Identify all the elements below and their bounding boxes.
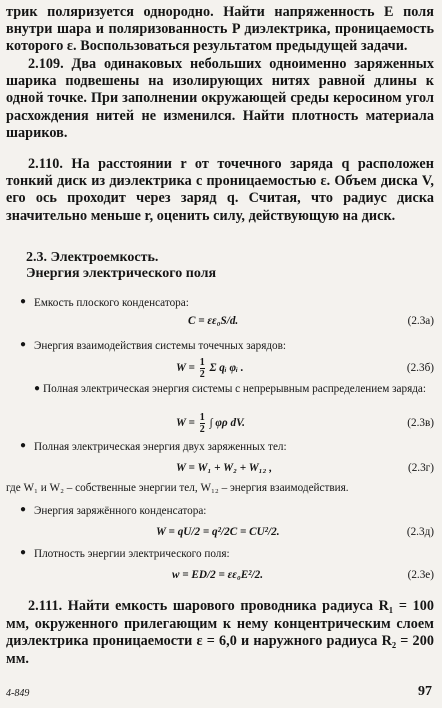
- fraction-half: $\frac{1}{2}$: [199, 357, 205, 380]
- eq-number: (2.3а): [407, 315, 434, 327]
- formula-rhs: Σ qᵢ φᵢ .: [209, 362, 244, 375]
- where-line: где W₁ и W₂ – собственные энергии тел, W₁₂ – энергия взаимодействия.: [6, 482, 349, 494]
- formula-lhs: W =: [176, 417, 195, 430]
- problem-2-109: 2.109. Два одинаковых небольших одноименно заряженных шарика подвешены на изолирующих нитях равной длины к одной точке. При заполнении окружающей среды керосином угол расхождения нитей не изменился. Найти плотность материала шариков.: [6, 56, 434, 141]
- item-text: ● Полная электрическая энергия системы с непрерывным распределением заряда:: [34, 383, 427, 395]
- eq-number: (2.3е): [407, 569, 434, 581]
- problem-2-110: 2.110. На расстоянии r от точечного заряда q расположен тонкий диск из диэлектрика с проницаемостью ε. Объем диска V, его ось проходит через заряд q. Считая, что радиус диска значительно меньше r, оценить силу, действующую на диск.: [6, 156, 434, 224]
- item-text: ● Энергия взаимодействия системы точечных зарядов:: [34, 339, 286, 353]
- section-heading: 2.3. Электроемкость.: [26, 250, 159, 265]
- page-number: 97: [418, 684, 432, 699]
- signature-mark: 4-849: [6, 688, 30, 699]
- item-text: ● Емкость плоского конденсатора:: [34, 296, 189, 310]
- top-paragraph: трик поляризуется однородно. Найти напряженность E поля внутри шара и поляризованность P диэлектрика, проницаемость которого ε. Воспользоваться результатом предыдущей задачи.: [6, 4, 434, 55]
- formula-2-3e: w = ED/2 = εε₀E²/2.: [172, 569, 264, 581]
- problem-2-111: 2.111. Найти емкость шарового проводника радиуса R₁ = 100 мм, окруженного прилегающим к нему концентрическим слоем диэлектрика проницаемости ε = 6,0 и наружного радиуса R₂ = 200 мм.: [6, 598, 434, 667]
- formula-rhs: ∫ φρ dV.: [209, 417, 245, 430]
- item-text: ● Плотность энергии электрического поля:: [34, 547, 230, 561]
- formula-2-3a: C = εε₀S/d.: [188, 315, 239, 327]
- section-subtitle: Энергия электрического поля: [26, 266, 217, 281]
- formula-lhs: W =: [176, 362, 195, 375]
- formula-2-3v: [176, 412, 245, 435]
- item-text: ● Энергия заряжённого конденсатора:: [34, 504, 206, 518]
- fraction-half: $\frac{1}{2}$: [199, 412, 205, 435]
- formula-2-3b: [176, 357, 244, 380]
- eq-number: (2.3б): [406, 362, 434, 374]
- eq-number: (2.3в): [407, 417, 434, 429]
- formula-2-3g: W = W₁ + W₂ + W₁₂ ,: [176, 462, 273, 474]
- item-text: ● Полная электрическая энергия двух заряженных тел:: [34, 440, 287, 454]
- eq-number: (2.3д): [406, 526, 434, 538]
- formula-2-3d: W = qU/2 = q²/2C = CU²/2.: [156, 526, 280, 538]
- eq-number: (2.3г): [407, 462, 434, 474]
